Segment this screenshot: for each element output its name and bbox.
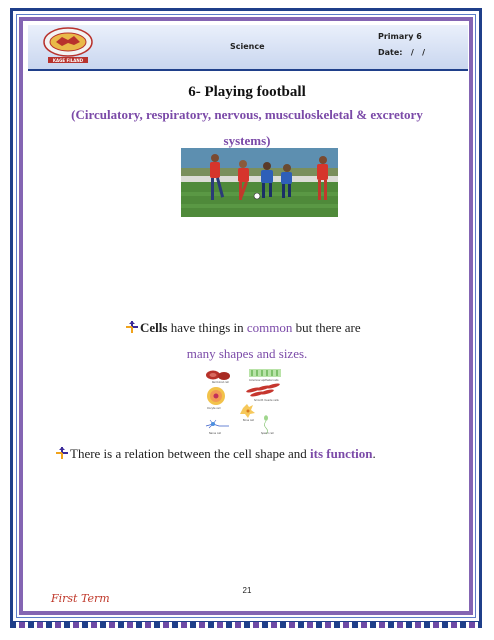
term-label: First Term [51,592,110,605]
epithelial-cell-label: Columnar epithelial cells [249,379,279,382]
grade-label: Primary 6 [378,32,422,41]
lesson-title: 6- Playing football [188,84,306,100]
relation-end: . [372,446,376,461]
cells-text-2: but there are [292,320,361,335]
red-blood-cell-label: Red blood cell [212,381,229,384]
school-logo-icon [38,24,98,72]
page-bottom-strip [10,622,482,628]
bullet-arrow-icon [56,447,68,459]
sperm-cell-label: Sperm cell [261,432,274,435]
oocyte-cell-label: Oocyte cell [207,407,221,410]
relation-line [56,446,376,462]
relation-text: There is a relation between the cell shape and [70,446,311,461]
function-phrase: its function [310,446,373,461]
subject-label: Science [230,42,265,51]
common-word: common [246,320,293,335]
date-field: Date: / / [378,48,426,57]
smooth-muscle-label: Smooth muscle cells [254,399,279,402]
cells-common-line [126,320,361,336]
bone-cell-label: Bone cell [243,419,254,422]
lesson-subtitle-line1: (Circulatory, respiratory, nervous, musculoskeletal & excretory [71,107,423,122]
football-photo [181,148,338,217]
bullet-arrow-icon [126,321,138,333]
cells-word: Cells [140,320,168,335]
cell-types-diagram [203,368,285,438]
shapes-sizes-line: many shapes and sizes. [186,346,308,361]
lesson-subtitle-line2: systems) [223,133,271,148]
cells-text-1: have things in [167,320,247,335]
page-frame-inner [16,14,476,618]
nerve-cell-label: Nerve cell [209,432,222,435]
logo-text: KAGE FILAND [52,58,84,63]
page-number: 21 [242,586,252,595]
